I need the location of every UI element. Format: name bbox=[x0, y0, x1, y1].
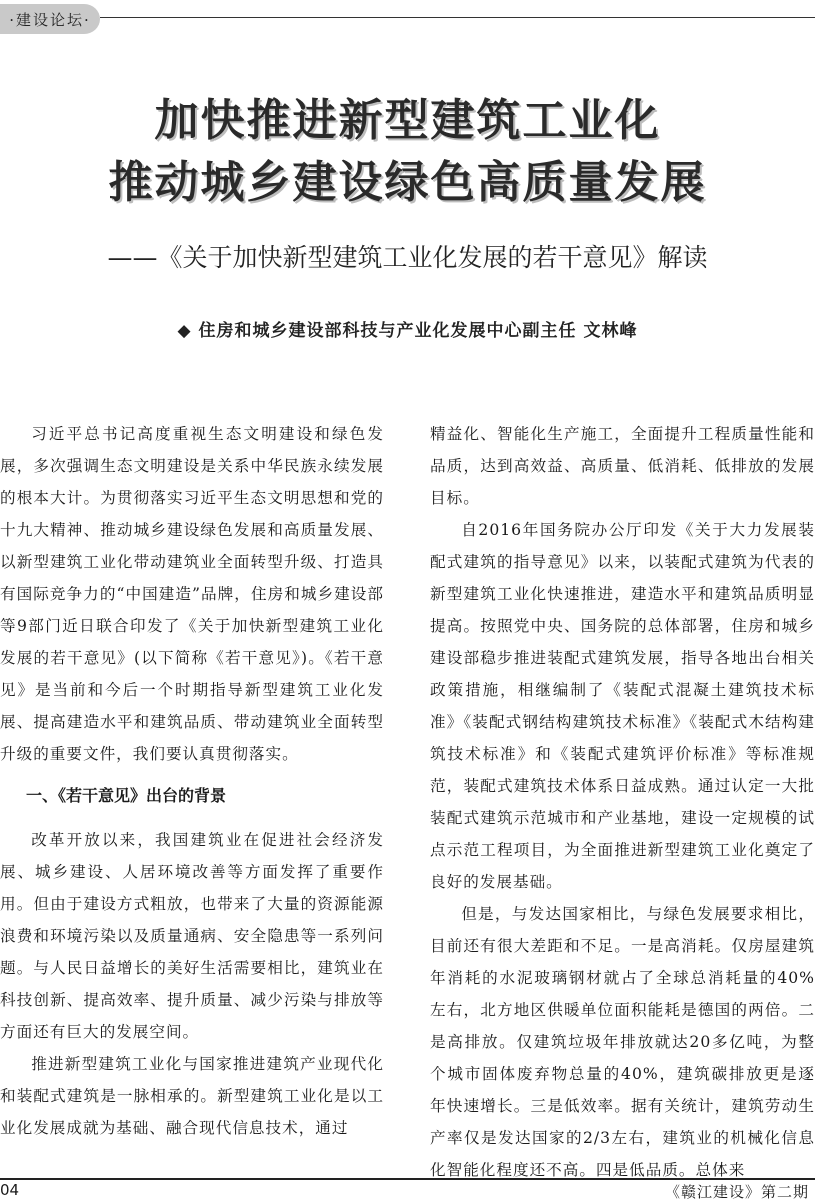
paragraph: 改革开放以来，我国建筑业在促进社会经济发展、城乡建设、人居环境改善等方面发挥了重要作用。但由于建设方式粗放，也带来了大量的资源能源浪费和环境污染以及质量通病、安全隐患等一系列问题。与人民日益增长的美好生活需要相比，建筑业在科技创新、提高效率、提升质量、减少污染与排放等方面还有巨大的发展空间。 bbox=[0, 831, 384, 1041]
paragraph: 推进新型建筑工业化与国家推进建筑产业现代化和装配式建筑是一脉相承的。新型建筑工业化是以工业化发展成就为基础、融合现代信息技术，通过 bbox=[0, 1055, 384, 1137]
section-tag: ·建设论坛· bbox=[0, 4, 100, 34]
paragraph: 习近平总书记高度重视生态文明建设和绿色发展，多次强调生态文明建设是关系中华民族永续发展的根本大计。为贯彻落实习近平生态文明思想和党的十九大精神、推动城乡建设绿色发展和高质量发展、以新型建筑工业化带动建筑业全面转型升级、打造具有国际竞争力的“中国建造”品牌，住房和城乡建设部等9部门近日联合印发了《关于加快新型建筑工业化发展的若干意见》(以下简称《若干意见》)。《若干意见》是当前和今后一个时期指导新型建筑工业化发展、提高建造水平和建筑品质、带动建筑业全面转型升级的重要文件，我们要认真贯彻落实。 bbox=[0, 425, 384, 763]
left-column bbox=[0, 418, 384, 1144]
page-number: 04 bbox=[0, 1181, 20, 1199]
paragraph: 但是，与发达国家相比，与绿色发展要求相比，目前还有很大差距和不足。一是高消耗。仅房屋建筑年消耗的水泥玻璃钢材就占了全球总消耗量的40%左右，北方地区供暖单位面积能耗是德国的两倍。二是高排放。仅建筑垃圾年排放就达20多亿吨，为整个城市固体废弃物总量的40%，建筑碳排放更是逐年快速增长。三是低效率。据有关统计，建筑劳动生产率仅是发达国家的2/3左右，建筑业的机械化信息化智能化程度还不高。四是低品质。总体来 bbox=[430, 905, 815, 1179]
footer-rule bbox=[0, 1178, 815, 1180]
header-rule bbox=[100, 17, 815, 18]
right-column bbox=[430, 418, 815, 1186]
article-subtitle: ——《关于加快新型建筑工业化发展的若干意见》解读 bbox=[107, 243, 708, 272]
section-heading: 一、《若干意见》出台的背景 bbox=[26, 786, 227, 805]
article-title-line2: 推动城乡建设绿色高质量发展 bbox=[108, 157, 707, 208]
paragraph: 自2016年国务院办公厅印发《关于大力发展装配式建筑的指导意见》以来，以装配式建筑为代表的新型建筑工业化快速推进，建造水平和建筑品质明显提高。按照党中央、国务院的总体部署，住房和城乡建设部稳步推进装配式建筑发展，指导各地出台相关政策措施，相继编制了《装配式混凝土建筑技术标准》《装配式钢结构建筑技术标准》《装配式木结构建筑技术标准》和《装配式建筑评价标准》等标准规范，装配式建筑技术体系日益成熟。通过认定一大批装配式建筑示范城市和产业基地，建设一定规模的试点示范工程项目，为全面推进新型建筑工业化奠定了良好的发展基础。 bbox=[430, 521, 815, 891]
paragraph-continued: 精益化、智能化生产施工，全面提升工程质量性能和品质，达到高效益、高质量、低消耗、低排放的发展目标。 bbox=[430, 425, 815, 507]
journal-name: 《赣江建设》第二期 bbox=[664, 1183, 809, 1201]
author-byline: ◆ 住房和城乡建设部科技与产业化发展中心副主任 文林峰 bbox=[177, 321, 638, 341]
article-title-line1: 加快推进新型建筑工业化 bbox=[154, 95, 661, 146]
